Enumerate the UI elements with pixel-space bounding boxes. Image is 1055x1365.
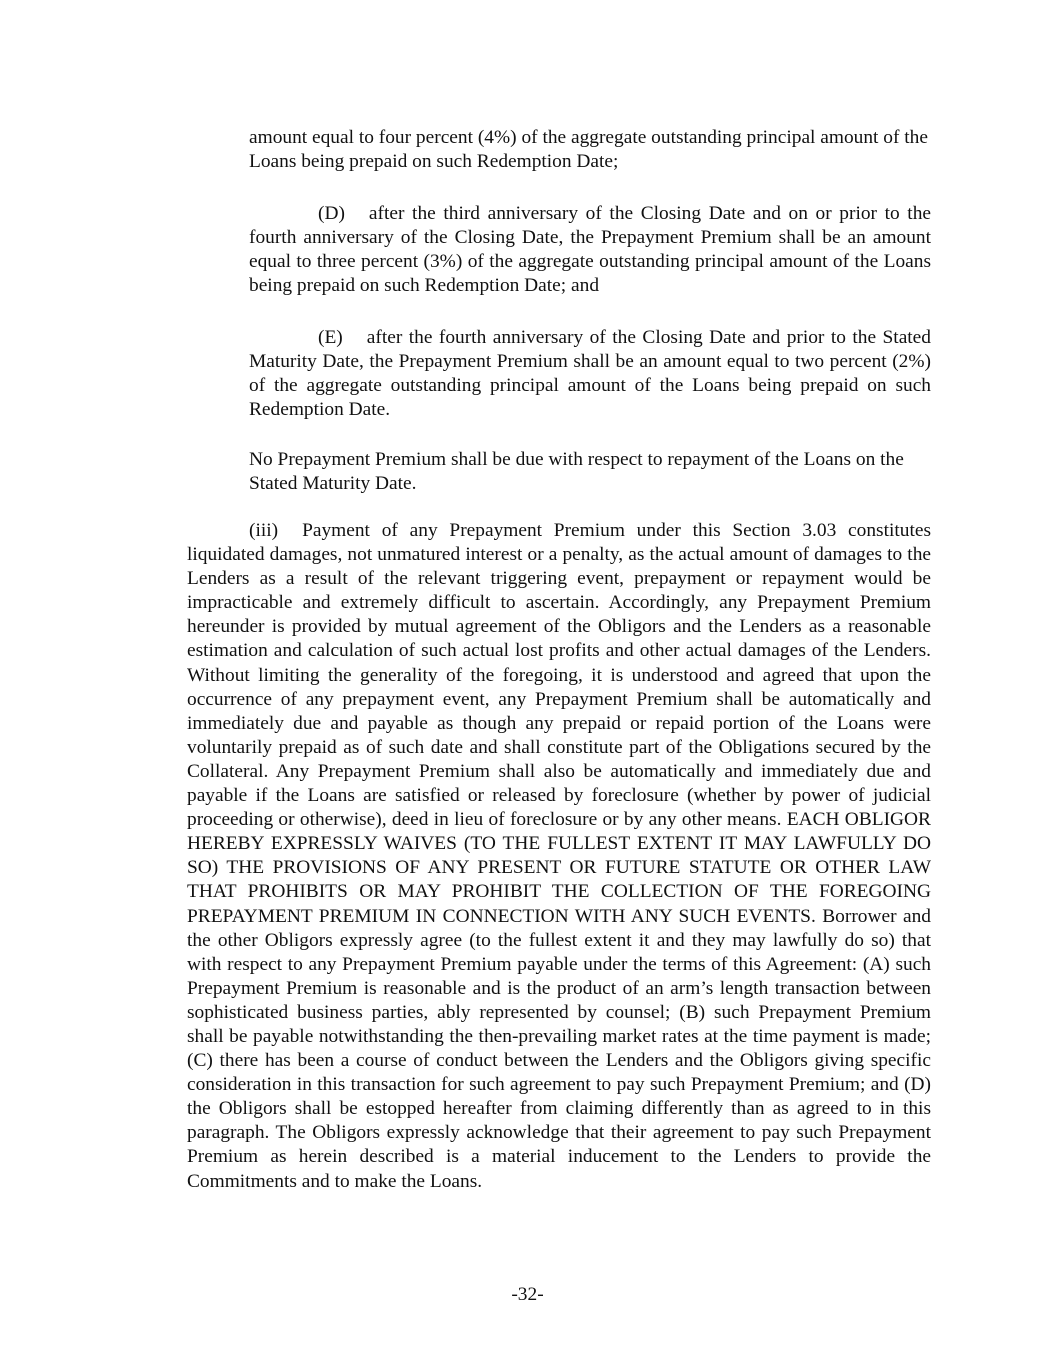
continuation-paragraph <box>249 126 931 174</box>
section-iii-paragraph <box>187 519 931 1194</box>
item-e-paragraph <box>249 326 931 422</box>
item-d-text: after the third anniversary of the Closing Date and on or prior to the fourth anniversary of the Closing Date, the Prepayment Premium shall be an amount equal to three percent (3%) of the aggregate outstanding principal amount of the Loans being prepaid on such Redemption Date; and <box>249 203 931 297</box>
item-e-label: (E) <box>318 327 343 348</box>
item-e-text: after the fourth anniversary of the Closing Date and prior to the Stated Maturity Date, the Prepayment Premium shall be an amount equal to two percent (2%) of the aggregate outstanding principal amount of the Loans being prepaid on such Redemption Date. <box>249 327 931 421</box>
no-premium-text: No Prepayment Premium shall be due with respect to repayment of the Loans on the Stated Maturity Date. <box>249 449 904 495</box>
item-d-label: (D) <box>318 203 345 224</box>
item-d-paragraph <box>249 202 931 298</box>
page-number: -32- <box>511 1284 544 1305</box>
section-iii-text: Payment of any Prepayment Premium under this Section 3.03 constitutes liquidated damages, not unmatured interest or a penalty, as the actual amount of damages to the Lenders as a result of the relevant triggering event, prepayment or repayment would be impracticable and extremely difficult to ascertain. Accordingly, any Prepayment Premium hereunder is provided by mutual agreement of the Obligors and the Lenders as a reasonable estimation and calculation of such actual lost profits and other actual damages of the Lenders. Without limiting the generality of the foregoing, it is understood and agreed that upon the occurrence of any prepayment event, any Prepayment Premium shall be automatically and immediately due and payable as though any prepaid or repaid portion of the Loans were voluntarily prepaid as of such date and shall constitute part of the Obligations secured by the Collateral. Any Prepayment Premium shall also be automatically and immediately due and payable if the Loans are satisfied or released by foreclosure (whether by power of judicial proceeding or otherwise), deed in lieu of foreclosure or by any other means. EACH OBLIGOR HEREBY EXPRESSLY WAIVES (TO THE FULLEST EXTENT IT MAY LAWFULLY DO SO) THE PROVISIONS OF ANY PRESENT OR FUTURE STATUTE OR OTHER LAW THAT PROHIBITS OR MAY PROHIBIT THE COLLECTION OF THE FOREGOING PREPAYMENT PREMIUM IN CONNECTION WITH ANY SUCH EVENTS. Borrower and the other Obligors expressly agree (to the fullest extent it and they may lawfully do so) that with respect to any Prepayment Premium payable under the terms of this Agreement: (A) such Prepayment Premium is reasonable and is the product of an arm’s length transaction between sophisticated business parties, ably represented by counsel; (B) such Prepayment Premium shall be payable notwithstanding the then-prevailing market rates at the time payment is made; (C) there has been a course of conduct between the Lenders and the Obligors giving specific consideration in this transaction for such agreement to pay such Prepayment Premium; and (D) the Obligors shall be estopped hereafter from claiming differently than as agreed to in this paragraph. The Obligors expressly acknowledge that their agreement to pay such Prepayment Premium as herein described is a material inducement to the Lenders to provide the Commitments and to make the Loans. <box>187 520 931 1192</box>
section-iii-label: (iii) <box>249 520 279 541</box>
no-premium-paragraph <box>249 448 919 496</box>
continuation-text: amount equal to four percent (4%) of the aggregate outstanding principal amount of the Loans being prepaid on such Redemption Date; <box>249 127 928 173</box>
